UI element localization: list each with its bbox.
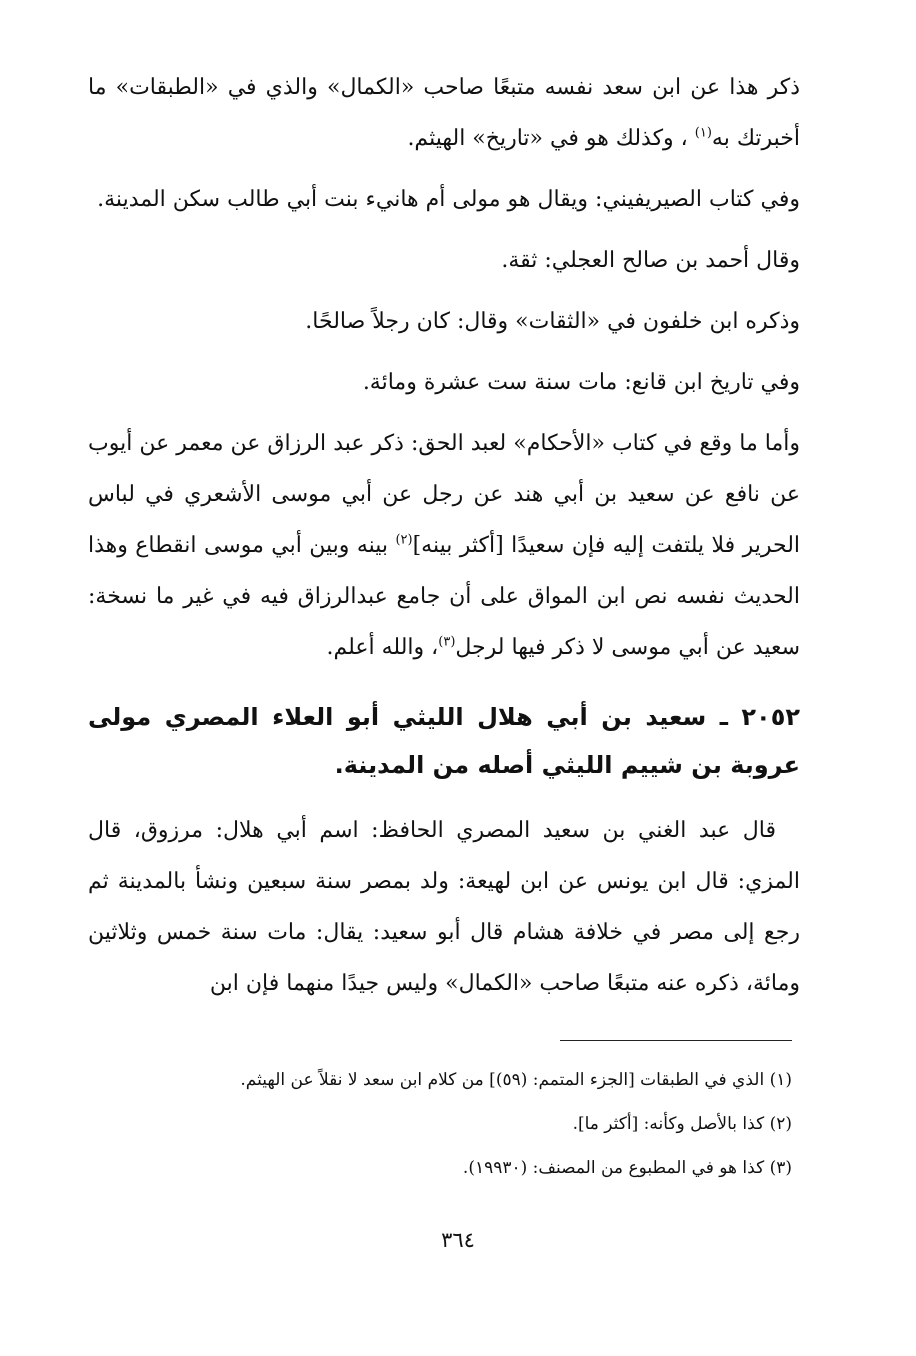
paragraph-text: ، والله أعلم. [326, 635, 439, 660]
paragraph-sayrafini: وفي كتاب الصيريفيني: ويقال هو مولى أم هانيء بنت أبي طالب سكن المدينة. [97, 187, 800, 212]
paragraph-text: بينه وبين أبي موسى انقطاع وهذا الحديث نفسه نص ابن المواق على أن جامع عبدالرزاق فيه في غير ما نسخة: سعيد عن أبي موسى لا ذكر فيها لرجل [88, 533, 800, 660]
footnote-1: (١) الذي في الطبقات [الجزء المتمم: (٥٩)] من كلام ابن سعد لا نقلاً عن الهيثم. [240, 1070, 792, 1090]
entry-paragraph: قال عبد الغني بن سعيد المصري الحافظ: اسم أبي هلال: مرزوق، قال المزي: قال ابن يونس عن ابن لهيعة: ولد بمصر سنة سبعين ونشأ بالمدينة ثم رجع إلى مصر في خلافة هشام قال أبو سعيد: يقال: مات سنة خمس وثلاثين ومائة، ذكره عنه متبعًا صاحب «الكمال» وليس جيدًا منهما فإن ابن [88, 818, 800, 996]
footnote-ref: (٣) [438, 634, 456, 650]
footnotes [92, 1058, 792, 1190]
paragraph-text: ذكر هذا عن ابن سعد نفسه متبعًا صاحب «الكمال» والذي في «الطبقات» ما أخبرتك به [88, 75, 800, 151]
paragraph-ibn-khalfun: وذكره ابن خلفون في «الثقات» وقال: كان رجلاً صالحًا. [305, 309, 800, 334]
paragraph-ibn-saad [88, 62, 800, 164]
paragraph-text: ، وكذلك هو في «تاريخ» الهيثم. [407, 126, 695, 151]
entry-heading: ٢٠٥٢ ـ سعيد بن أبي هلال الليثي أبو العلاء المصري مولى عروبة بن شييم الليثي أصله من المدينة. [88, 703, 800, 779]
main-text [88, 62, 800, 1009]
paragraph-ijli: وقال أحمد بن صالح العجلي: ثقة. [501, 248, 800, 273]
page-number: ٣٦٤ [441, 1228, 475, 1252]
footnote-2: (٢) كذا بالأصل وكأنه: [أكثر ما]. [572, 1114, 792, 1134]
paragraph-text: وأما ما وقع في كتاب «الأحكام» لعبد الحق: ذكر عبد الرزاق عن معمر عن أيوب عن نافع عن سعيد بن أبي هند عن رجل عن أبي موسى الأشعري في لباس الحرير فلا يلتفت إليه فإن سعيدًا [أكثر بينه] [88, 431, 801, 558]
footnote-3: (٣) كذا هو في المطبوع من المصنف: (١٩٩٣٠). [462, 1158, 792, 1178]
footnote-ref: (١) [694, 125, 712, 141]
footnote-ref: (٢) [395, 532, 413, 548]
paragraph-ibn-qani: وفي تاريخ ابن قانع: مات سنة ست عشرة ومائة. [362, 370, 800, 395]
footnote-divider [560, 1040, 792, 1041]
paragraph-ahkam [88, 418, 800, 673]
